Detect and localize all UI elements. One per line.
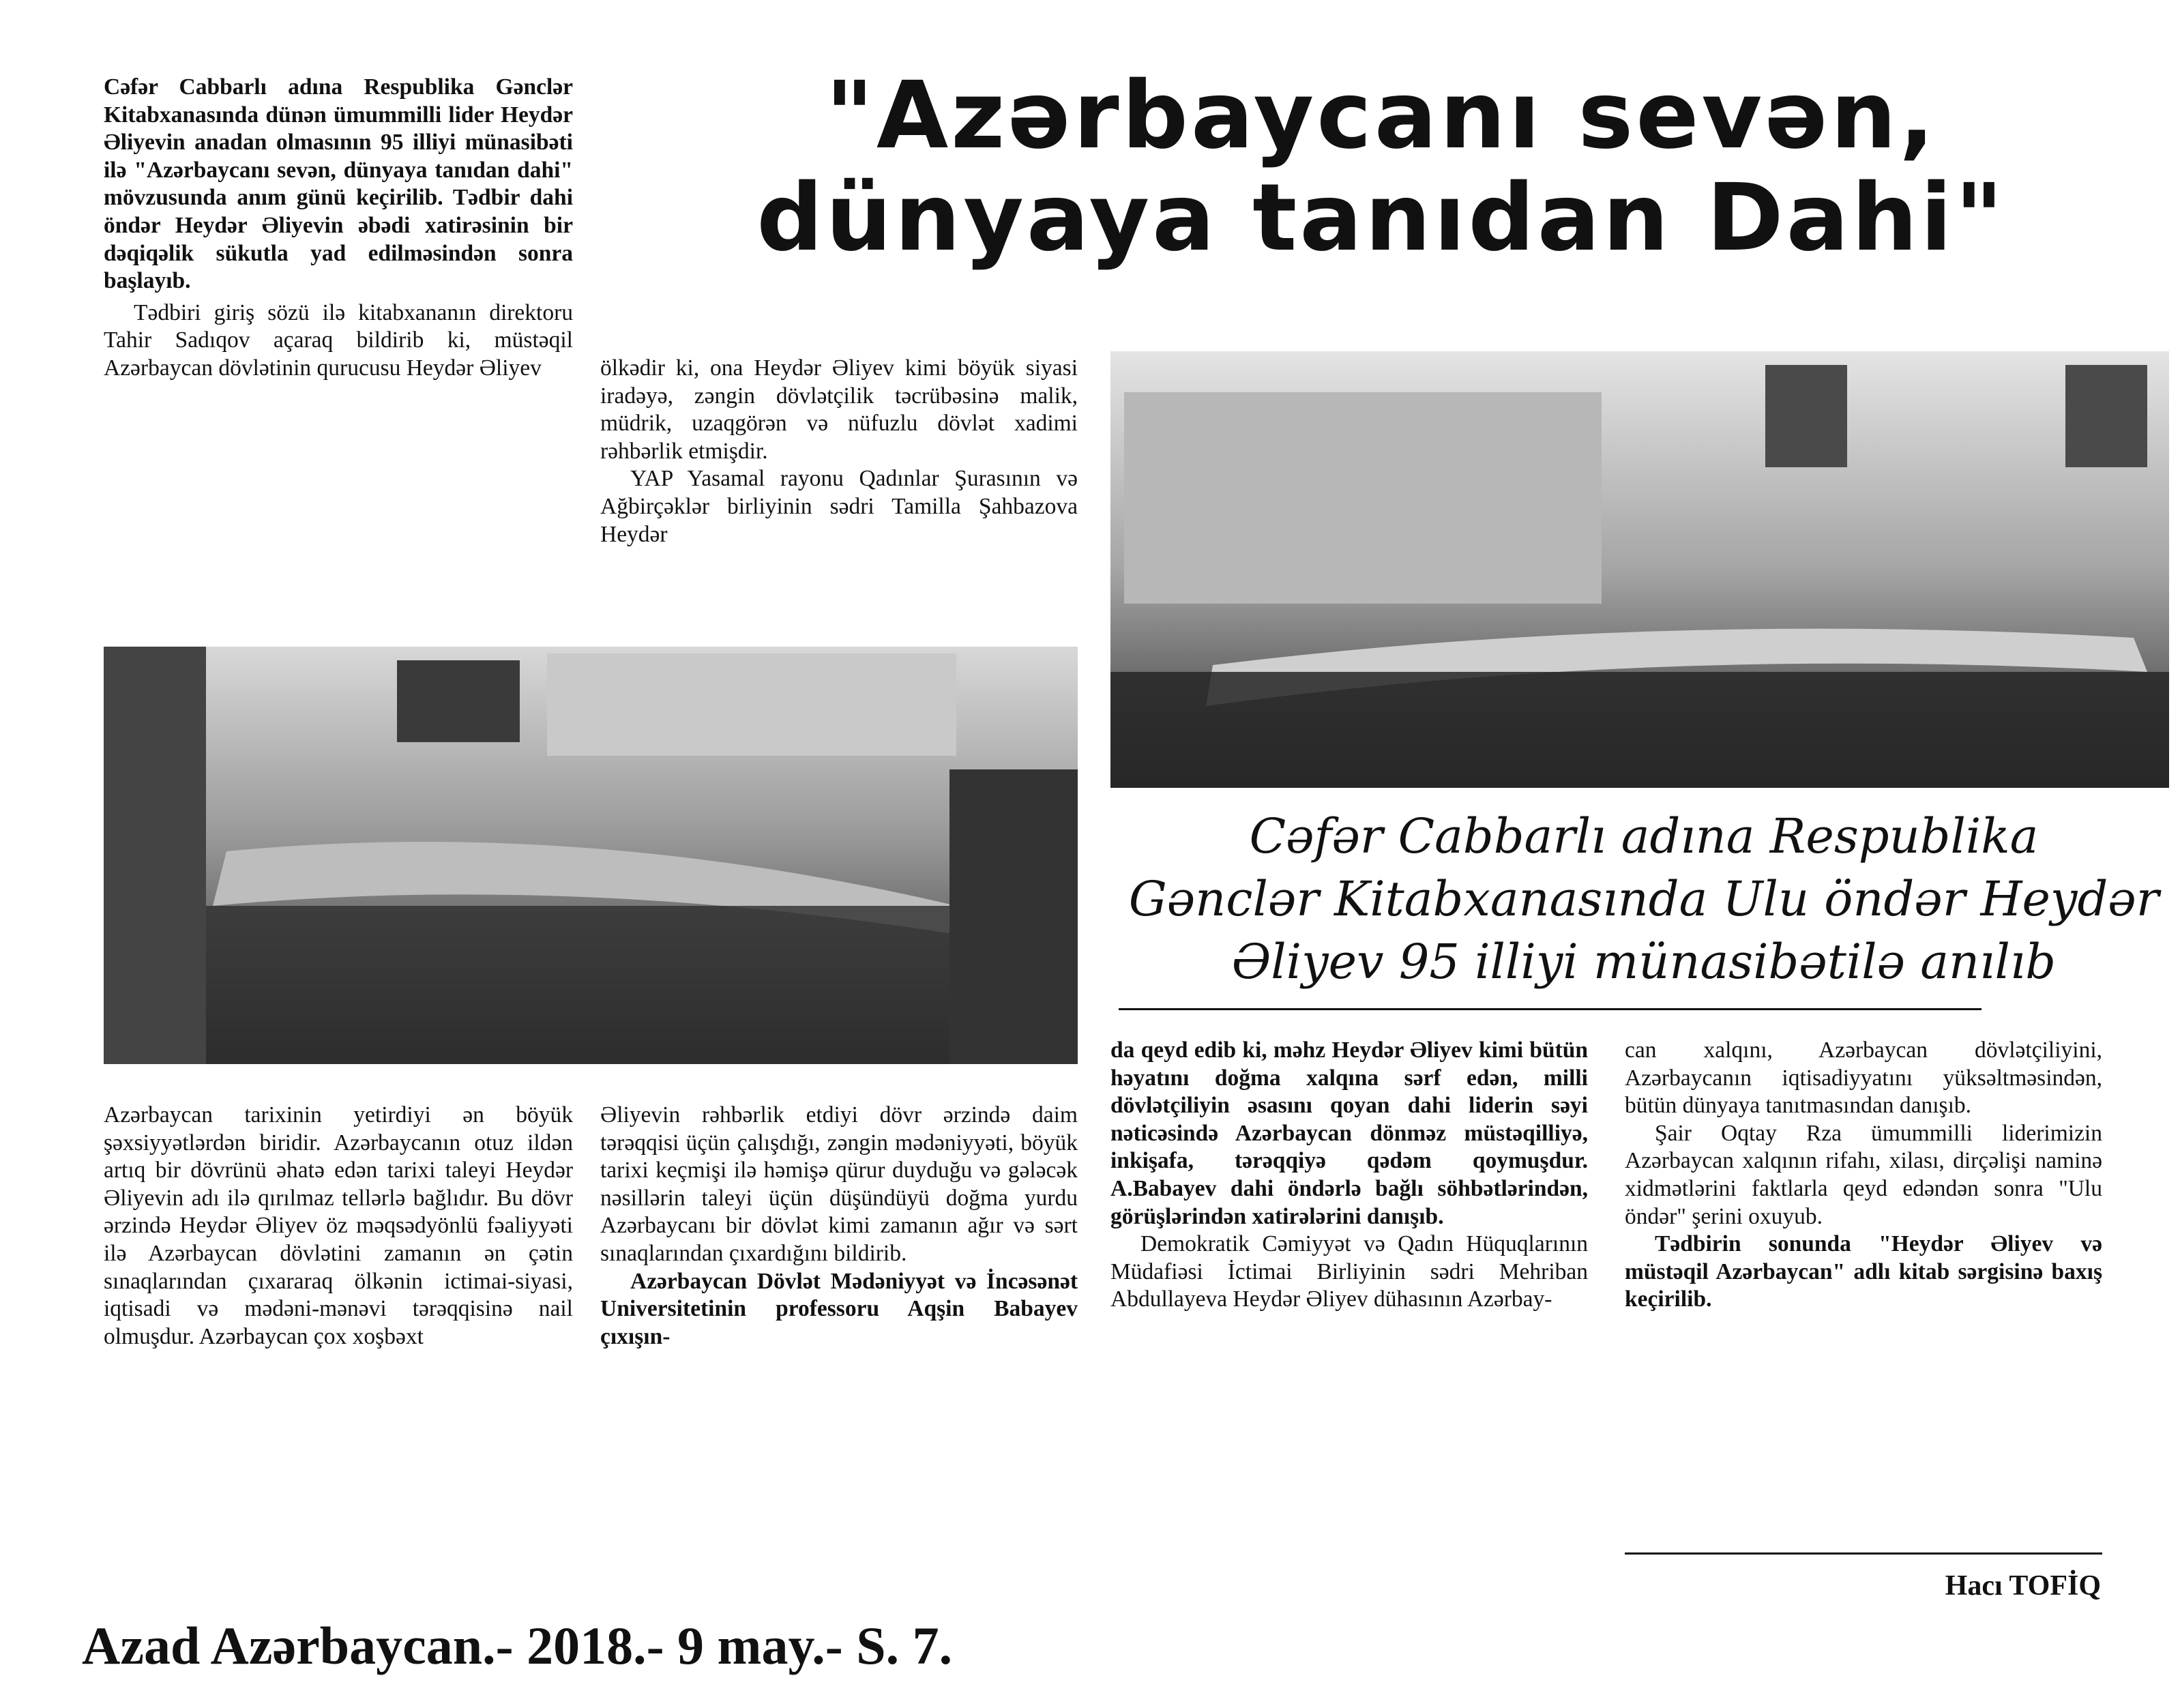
- intro-column: [104, 74, 573, 383]
- col2-bottom-paragraph-1: Əliyevin rəhbərlik etdiyi dövr ərzində daim tərəqqisi üçün çalışdığı, zəngin mədəniyyəti, böyük tarixi keçmişi ilə həmişə qürur duyduğu və gələcək nəsillərin taleyi üçün düşündüyü doğma yurdu Azərbaycanı bir dövlət kimi zamanın ağır və sərt sınaqlarından çıxardığını bildirib.: [600, 1102, 1078, 1266]
- column-3: [1110, 1037, 1588, 1314]
- col4-paragraph-3: Tədbirin sonunda "Heydər Əliyev və müstəqil Azərbaycan" adlı kitab sərgisinə baxış keçirilib.: [1625, 1231, 2102, 1312]
- headline-line-2: dünyaya tanıdan Dahi": [756, 164, 2006, 272]
- meeting-photo-left: [104, 647, 1078, 1064]
- col2-top-paragraph-1: ölkədir ki, ona Heydər Əliyev kimi böyük siyasi iradəyə, zəngin dövlətçilik təcrübəsinə malik, müdrik, uzaqgörən və nüfuzlu dövlət xadimi rəhbərlik etmişdir.: [600, 355, 1078, 464]
- column-2-top: [600, 355, 1078, 548]
- column-1-bottom: [104, 1102, 573, 1351]
- col2-bottom-paragraph-2: Azərbaycan Dövlət Mədəniyyət və İncəsənət Universitetinin professoru Aqşin Babayev çıxışın-: [600, 1268, 1078, 1349]
- source-citation: Azad Azərbaycan.- 2018.- 9 may.- S. 7.: [82, 1616, 953, 1675]
- caption-underline: [1119, 1008, 1982, 1010]
- col4-paragraph-2: Şair Oqtay Rza ümummilli liderimizin Azərbaycan xalqının rifahı, xilası, dirçəlişi naminə xidmətlərini faktlarla qeyd edəndən sonra "Ulu öndər" şerini oxuyub.: [1625, 1120, 2102, 1229]
- column-2-bottom: [600, 1102, 1078, 1351]
- headline-line-1: "Azərbaycanı sevən,: [825, 62, 1937, 170]
- col3-paragraph-2: Demokratik Cəmiyyət və Qadın Hüquqlarının Müdafiəsi İctimai Birliyinin sədri Mehriban Abdullayeva Heydər Əliyev dühasının Azərbay-: [1110, 1231, 1588, 1312]
- caption-line-2: Gənclər Kitabxanasında Ulu öndər Heydər: [1128, 871, 2160, 927]
- column-4: [1625, 1037, 2102, 1314]
- photo-caption: [1119, 805, 2169, 993]
- author-signature: Hacı TOFİQ: [1945, 1570, 2101, 1602]
- col3-paragraph-1: da qeyd edib ki, məhz Heydər Əliyev kimi bütün həyatını doğma xalqına sərf edən, milli dövlətçiliyin əsasını qoyan dahi liderin səyi nəticəsində Azərbaycan dönməz müstəqilliyə, inkişafa, tərəqqiyə qədəm qoymuşdur. A.Babayev dahi öndərlə bağlı söhbətlərindən, görüşlərindən xatirələrini danışıb.: [1110, 1037, 1588, 1229]
- lead-paragraph: Cəfər Cabbarlı adına Respublika Gənclər Kitabxanasında dünən ümummilli lider Heydər Əliyevin anadan olmasının 95 illiyi münasibəti ilə "Azərbaycanı sevən, dünyaya tanıdan dahi" mövzusunda anım günü keçirilib. Tədbir dahi öndər Heydər Əliyevin əbədi xatirəsinin bir dəqiqəlik sükutla yad edilməsindən sonra başlayıb.: [104, 74, 573, 294]
- headline: [600, 62, 2162, 272]
- caption-line-3: Əliyev 95 illiyi münasibətilə anılıb: [1231, 934, 2057, 990]
- meeting-photo-right: [1110, 351, 2169, 788]
- intro-paragraph: Tədbiri giriş sözü ilə kitabxananın direktoru Tahir Sadıqov açaraq bildirib ki, müstəqil Azərbaycan dövlətinin qurucusu Heydər Əliyev: [104, 299, 573, 381]
- col4-paragraph-1: can xalqını, Azərbaycan dövlətçiliyini, Azərbaycanın iqtisadiyyatını yüksəltməsindən, bütün dünyaya tanıtmasından danışıb.: [1625, 1037, 2102, 1119]
- col1-bottom-paragraph: Azərbaycan tarixinin yetirdiyi ən böyük şəxsiyyətlərdən biridir. Azərbaycanın otuz ildən artıq bir dövrünü əhatə edən tarixi taleyi Heydər Əliyevin adı ilə qırılmaz tellərlə bağlıdır. Bu dövr ərzində Heydər Əliyev öz məqsədyönlü fəaliyyəti ilə Azərbaycan dövlətini zamanın ən çətin sınaqlarından çıxararaq ölkənin ictimai-siyasi, iqtisadi və mədəni-mənəvi tərəqqisinə nail olmuşdur. Azərbaycan çox xoşbəxt: [104, 1102, 573, 1349]
- caption-line-1: Cəfər Cabbarlı adına Respublika: [1249, 808, 2039, 864]
- signature-rule: [1625, 1552, 2102, 1555]
- col2-top-paragraph-2: YAP Yasamal rayonu Qadınlar Şurasının və Ağbirçəklər birliyinin sədri Tamilla Şahbazova Heydər: [600, 466, 1078, 547]
